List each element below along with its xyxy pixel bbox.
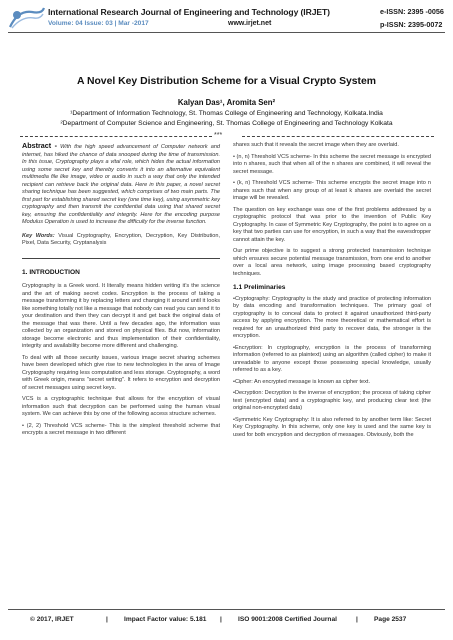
journal-title: International Research Journal of Engineering and Technology (IRJET) (48, 7, 330, 17)
abstract-text: With the high speed advancement of Computer network and internet, has hiked the chance of data snooped during the time of transmission. In this issue, Cryptography plays a vital role, which hides the actual information using some secret key and thereby converts it into an alternative equivalent multimedia file like image, video or audio in such a way that only the intended recipient can retrieve back the original data. Here in this paper, a novel secret sharing technique has been suggested, which comprises of two main parts. The first part for establishing shared secret key (one time key), using asymmetric key cryptography and then transmit the confidential data using that shared secret key, ensuring the confidentiality and integrity. Here for the encoding purpose Modulus Operation is used to increase the difficulty for the inverse function. (22, 144, 220, 225)
keywords (22, 233, 220, 248)
affiliation-2: ²Department of Computer Science and Engineering, St. Thomas College of Engineering and Technology Kolkata (60, 120, 393, 127)
def-symmetric-key: •Symmetric Key Cryptography: It is also referred to by another term like: Secret Key Cryptography. In this scheme, only one key is used and the same key is used for both encryption and decryption of messages. Obviously, both the (233, 416, 431, 438)
right-paragraph-2: • (n, n) Threshold VCS scheme- In this scheme the secret message is encrypted into n shares, such that when all of the n shares are combined, it will reveal the secret message. (233, 153, 431, 175)
intro-paragraph-3: VCS is a cryptographic technique that allows for the encryption of visual information such that decryption can be performed using the human visual system. We can achieve this by one of the following access structure schemes. (22, 396, 220, 417)
abstract-divider (22, 258, 220, 259)
page-footer (0, 616, 453, 628)
left-column (22, 142, 220, 442)
volume-issue: Volume: 04 Issue: 03 | Mar -2017 (48, 20, 149, 27)
right-paragraph-4: The question on key exchange was one of the first problems addressed by a cryptographic protocol that was prior to the invention of Public Key Cryptography. In case of Symmetric Key Cryptography, the point is to agree on a key that two parties can use for encryption, in such a way that the eavesdropper cannot attain the key. (233, 206, 431, 243)
def-decryption: •Decryption: Decryption is the inverse of encryption; the process of taking cipher text (encrypted data) and a cryptographic key, and producing clear text (the original non-encrypted data) (233, 390, 431, 411)
right-paragraph-3: • (k, n) Threshold VCS scheme- This scheme encrypts the secret image into n shares such that when any group of at least k shares are overlaid the secret image will be revealed. (233, 180, 431, 201)
footer-pipe-3: | (356, 616, 358, 623)
title-separator (20, 133, 434, 141)
def-encryption: •Encryption: In cryptography, encryption is the process of transforming information (referred to as plaintext) using an algorithm (called cipher) to make it unreadable to anyone except those possessing special knowledge, usually referred to as a key. (233, 344, 431, 373)
header-divider (8, 32, 445, 33)
separator-dash-right (242, 136, 434, 137)
paper-authors: Kalyan Das¹, Aromita Sen² (177, 98, 276, 107)
separator-dash-left (20, 136, 212, 137)
footer-impact-factor: Impact Factor value: 5.181 (124, 616, 207, 623)
right-paragraph-1: shares such that it reveals the secret image when they are overlaid. (233, 142, 399, 148)
keywords-text: Visual Cryptography, Encryption, Decryption, Key Distribution, Pixel, Data Security, Cryptanalysis (22, 232, 220, 246)
right-paragraph-5: Our prime objective is to suggest a strong protected transmission technique which ensures secure potential message transmission, from one end to another over a local area network, using image processing based cryptography techniques. (233, 248, 431, 277)
def-cryptography: •Cryptography: Cryptography is the study and practice of protecting information by data encoding and transformation techniques. The primary goal of cryptography is to conceal data to protect it against unauthorized third-party access by applying encryption. The more theoretical or mathematical effort is required for an unauthorized third party to recover data, the stronger is the encryption. (233, 295, 431, 339)
footer-iso: ISO 9001:2008 Certified Journal (238, 616, 337, 623)
footer-page-number: Page 2537 (374, 616, 407, 623)
eissn: e-ISSN: 2395 -0056 (380, 7, 444, 16)
affiliation-1: ¹Department of Information Technology, St. Thomas College of Engineering and Technology, Kolkata.India (70, 110, 383, 117)
abstract (22, 142, 220, 227)
abstract-label: Abstract - (22, 141, 58, 150)
intro-paragraph-1: Cryptography is a Greek word. It literally means hidden writing it’s the science and the art of making secret codes. Encryption is the process of taking a message transforming it by replacing letters and changing it around until it looks like something totally not like a message that nobody can read you can send it to your destination and then they can decrypt it and get back the original data of the message that was there. Until a few decades ago, the information was collected by an organization and stored on physical files. But now, information storage become electronic and thus implementation of their confidentiality, integrity and availability become more different and challenging. (22, 283, 220, 349)
footer-copyright: © 2017, IRJET (30, 616, 74, 623)
right-column (233, 142, 431, 443)
separator-stars: *** (214, 132, 223, 139)
intro-paragraph-4: • (2, 2) Threshold VCS scheme- This is the simplest threshold scheme that encrypts a secret message in two different (22, 422, 220, 436)
journal-website: www.irjet.net (228, 20, 272, 27)
footer-pipe-1: | (106, 616, 108, 623)
paper-title: A Novel Key Distribution Scheme for a Visual Crypto System (76, 76, 377, 87)
preliminaries-heading: 1.1 Preliminaries (233, 284, 286, 291)
intro-paragraph-2: To deal with all those security issues, various image secret sharing schemes have been developed which give rise to new technologies in the area of Image Cryptography requiring less computation and less storage. Cryptography, a word with Greek origin, means "secret writing". It refers to encryption and decryption of secret messages using secret keys. (22, 354, 220, 391)
journal-header (8, 6, 446, 42)
footer-pipe-2: | (220, 616, 222, 623)
intro-heading: 1. INTRODUCTION (22, 268, 80, 276)
def-cipher: •Cipher: An encrypted message is known as cipher text. (233, 378, 370, 385)
keywords-label: Key Words: (22, 232, 55, 239)
footer-divider (8, 609, 445, 610)
pissn: p-ISSN: 2395-0072 (380, 20, 443, 29)
irjet-logo-icon (8, 6, 46, 30)
